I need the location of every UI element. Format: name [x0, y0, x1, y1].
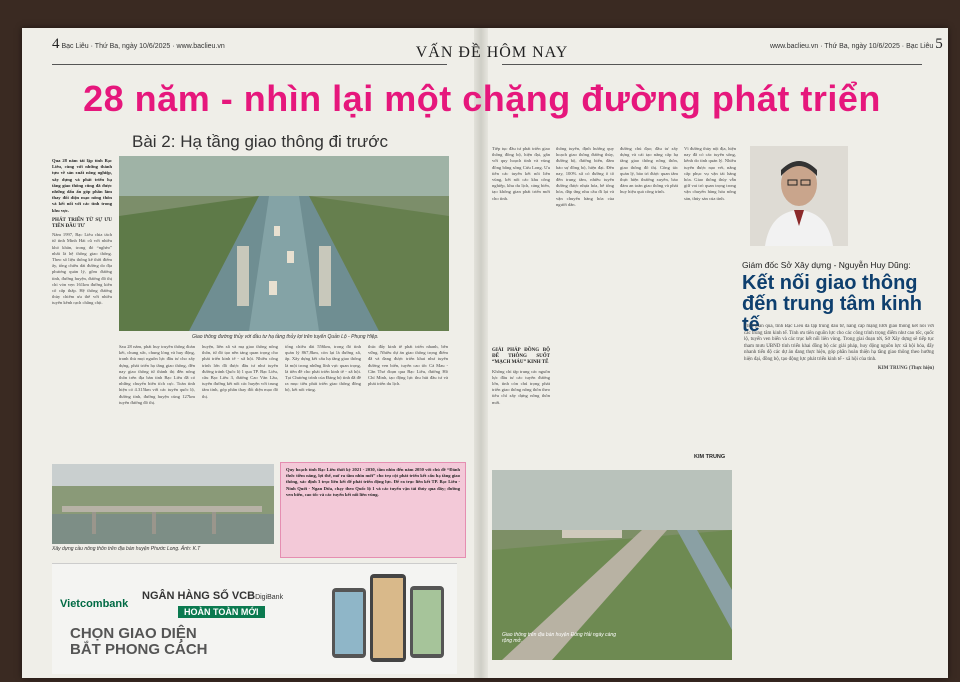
interview-body [744, 324, 934, 670]
col6-body: Tiếp tục đầu tư phát triển giao thông đồng bộ, hiện đại, gắn với quy hoạch tỉnh và vùng đồng bằng sông Cửu Long. Ưu tiên các tuyến kết nối liên vùng, kết nối các khu công nghiệp, khu du lịch, cảng biển, tạo không gian phát triển mới cho tỉnh. [492, 146, 550, 201]
vietcombank-ad[interactable] [52, 563, 457, 674]
interview-pretitle: Giám đốc Sở Xây dựng - Nguyễn Huy Dũng: [742, 260, 911, 270]
article-col-5 [368, 344, 448, 456]
col6-body2: Không chỉ tập trung các nguồn lực đầu tư các tuyến đường lớn, tỉnh còn chú trọng phát triển giao thông nông thôn theo tiêu chí xây dựng nông thôn mới. [492, 368, 550, 405]
bridge-photo-illustration [52, 464, 274, 544]
right-page-header [770, 36, 943, 53]
article-col-1 [52, 158, 112, 458]
subheadline: Bài 2: Hạ tầng giao thông đi trước [132, 132, 388, 151]
header-rule-right [502, 64, 922, 65]
article-col-4 [285, 344, 361, 456]
canal-photo-caption: Giao thông đường thủy với đầu tư hạ tầng thủy lợi trên tuyến Quản Lộ - Phụng Hiệp. [192, 334, 379, 340]
bridge-photo [52, 464, 274, 544]
ad-line-2: HOÀN TOÀN MỚI [178, 606, 265, 618]
ad-line-3b: BẮT PHONG CÁCH [70, 641, 208, 658]
ad-line-1 [142, 590, 283, 602]
section-name: VẤN ĐỀ HÔM NAY [415, 44, 569, 61]
col1-body: Năm 1997, Bạc Liêu chia tách từ tỉnh Minh Hải cũ với nhiều khó khăn, trong đó “nghèo” nhất là hệ thống giao thông. Theo số liệu thống kê thời điểm ấy, tổng chiều dài đường do địa phương quản lý, gồm đường tỉnh, đường huyện, đường đô thị chỉ vỏn vẹn 161km đường kiên cố cấp thấp. Hệ thống đường thủy chiếm ưu thế với nhiều tuyến kênh rạch chằng chịt. [52, 232, 112, 306]
right-page-header-text: www.baclieu.vn · Thứ Ba, ngày 10/6/2025 · Bạc Liêu [770, 43, 934, 50]
article-col-9 [684, 146, 736, 446]
col2-body: Sau 28 năm, phát huy truyền thống đoàn kết, chung sức, chung lòng và huy động, tranh thủ mọi nguồn lực đầu tư cho xây dựng, phát triển hạ tầng giao thông, đến nay giao thông từ thành thị đến nông thôn trên địa bàn tỉnh Bạc Liêu đã có những chuyển biến tích cực. Toàn tỉnh hiện có 4.315km với các tuyến quốc lộ, đường tỉnh, đường huyện cùng 127km tuyến đường đô thị. [119, 344, 195, 405]
portrait-illustration [750, 146, 848, 246]
road-photo-caption: Giao thông trên địa bàn huyện Đông Hải ngày càng rộng mở. [502, 632, 616, 644]
col5-body: thúc đẩy kinh tế phát triển nhanh, bền vững. Nhiều dự án giao thông trọng điểm đã và đang được triển khai như tuyến đường ven biển, tuyến cao tốc Cà Mau - Cần Thơ đoạn qua Bạc Liêu, đường Hồ Chí Minh, tạo động lực thu hút đầu tư và phát triển du lịch. [368, 344, 448, 387]
article-col-8 [620, 146, 678, 464]
col4-body: tổng chiều dài 556km, trong đó tỉnh quản lý 867,8km, còn lại là đường xã, ấp. Xây dựng kết cấu hạ tầng giao thông là một trong những lĩnh vực quan trọng, là tiền đề cho phát triển kinh tế - xã hội. Tại Chương trình của Đảng bộ tỉnh đã đề ra mục tiêu phát triển giao thông đồng bộ, kết nối vùng. [285, 344, 361, 393]
phones-illustration [322, 568, 452, 668]
planning-highlight-text: Quy hoạch tỉnh Bạc Liêu thời kỳ 2021 - 2030, tầm nhìn đến năm 2050 với chủ đề “Đánh thức tiềm năng, lợi thế, mở ra tầm nhìn mới” cho trụ cột phát triển kết cấu hạ tầng giao thông, xác định 3 trục liên kết để phát triển động lực. Để ra trục liên kết TP. Bạc Liêu - Ninh Quới - Ngan Dừa, chạy theo Quốc lộ 1 và các tuyến vận tải thủy qua đây; đường ven biển, cao tốc và các tuyến kết nối liên vùng. [286, 467, 460, 497]
interview-title: Kết nối giao thông đến trung tâm kinh tế [742, 272, 922, 336]
col1-heading: PHÁT TRIỂN TỪ SỰ ƯU TIÊN ĐẦU TƯ [52, 217, 112, 230]
article-col-2 [119, 344, 195, 456]
page-fold [474, 28, 488, 678]
newspaper-spread [22, 28, 948, 678]
ad-line-1-suffix: DigiBank [255, 594, 284, 601]
article-col-3 [202, 344, 278, 456]
left-page-number: 4 [52, 36, 60, 52]
article-col-6 [492, 146, 550, 336]
headline: 28 năm - nhìn lại một chặng đường phát triển [83, 78, 881, 119]
left-page-header [52, 36, 225, 53]
col6-heading: GIẢI PHÁP ĐỒNG BỘ ĐỂ THÔNG SUỐT “MẠCH MÁU” KINH TẾ [492, 348, 550, 366]
col8-body: đường chủ đạo; đầu tư xây dựng và cải tạo nâng cấp hạ tầng giao thông nông thôn, giao thông đô thị. Công tác quản lý, bảo trì được quan tâm thực hiện thường xuyên, bảo đảm an toàn giao thông và phát huy hiệu quả công trình. [620, 146, 678, 195]
article-col-7 [556, 146, 614, 464]
canal-photo-illustration [119, 156, 449, 331]
interview-author: KIM TRUNG (Thực hiện) [877, 365, 934, 371]
ad-line-3a: CHỌN GIAO DIỆN [70, 625, 197, 642]
interview-body-text: Thời gian qua, tỉnh Bạc Liêu đã tập trung đầu tư, nâng cấp mạng lưới giao thông kết nối với các trung tâm kinh tế. Tỉnh ưu tiên nguồn lực cho các công trình trọng điểm như cao tốc, quốc lộ, tuyến ven biển và các trục kết nối liên vùng. Trong giai đoạn tới, Sở Xây dựng sẽ tiếp tục tham mưu UBND tỉnh triển khai đồng bộ các giải pháp, huy động nguồn lực xã hội hóa, đẩy nhanh tiến độ các dự án đang thực hiện, góp phần hoàn thiện hạ tầng giao thông theo hướng hiện đại, đồng bộ, tạo động lực phát triển kinh tế - xã hội của tỉnh. [744, 324, 934, 362]
col7-body: thông tuyến, định hướng quy hoạch giao thông đường thủy, đường bộ, đường biển, đảm bảo sự đồng bộ, hiện đại. Đến nay, 100% xã có đường ô tô đến trung tâm, nhiều tuyến đường được nhựa hóa, bê tông hóa, đáp ứng nhu cầu đi lại và vận chuyển hàng hóa của người dân. [556, 146, 614, 207]
planning-highlight-text-wrap [286, 467, 460, 553]
ad-line-1-text: NGÂN HÀNG SỐ VCB [142, 590, 256, 602]
article-lead: Qua 28 năm tái lập tỉnh Bạc Liêu, cùng với những thành tựu về sản xuất nông nghiệp, xây dựng và phát triển hạ tầng giao thông cũng đã được những dấu ấn góp phần làm thay đổi diện mạo nông thôn và kết nối với các tỉnh trong khu vực. [52, 158, 112, 213]
header-rule-left [52, 64, 447, 65]
canal-photo [119, 156, 449, 331]
article-col-6b [492, 344, 550, 464]
right-page-number: 5 [935, 36, 943, 52]
portrait-photo [750, 146, 848, 246]
left-page-header-text: Bạc Liêu · Thứ Ba, ngày 10/6/2025 · www.baclieu.vn [61, 43, 225, 50]
ad-line-3 [70, 626, 208, 658]
col9-body: Vì đường thủy nội địa, hiện nay đã có các tuyến sông, kênh do tỉnh quản lý. Nhiều tuyến được nạo vét, nâng cấp phục vụ vận tải hàng hóa. Giao thông thủy vẫn giữ vai trò quan trọng trong vận chuyển hàng hóa nông sản, thủy sản của tỉnh. [684, 146, 736, 201]
col3-body: huyện, liên xã và mạ giao thông nông thôn, từ đó tạo nền tảng quan trọng cho phát triển kinh tế - xã hội. Nhiều công trình lớn đã được đầu tư như tuyến đường tránh Quốc lộ 1 qua TP. Bạc Liêu, cầu Bạc Liêu 3, đường Cao Văn Lầu, tuyến đường kết nối các huyện với trung tâm tỉnh, góp phần thay đổi diện mạo đô thị. [202, 344, 278, 399]
author-left: KIM TRUNG [694, 454, 726, 460]
planning-highlight-box [280, 462, 466, 558]
bridge-photo-caption: Xây dựng cầu nông thôn trên địa bàn huyện Phước Long. Ảnh: K.T [52, 546, 201, 552]
vietcombank-logo: Vietcombank [60, 598, 129, 610]
